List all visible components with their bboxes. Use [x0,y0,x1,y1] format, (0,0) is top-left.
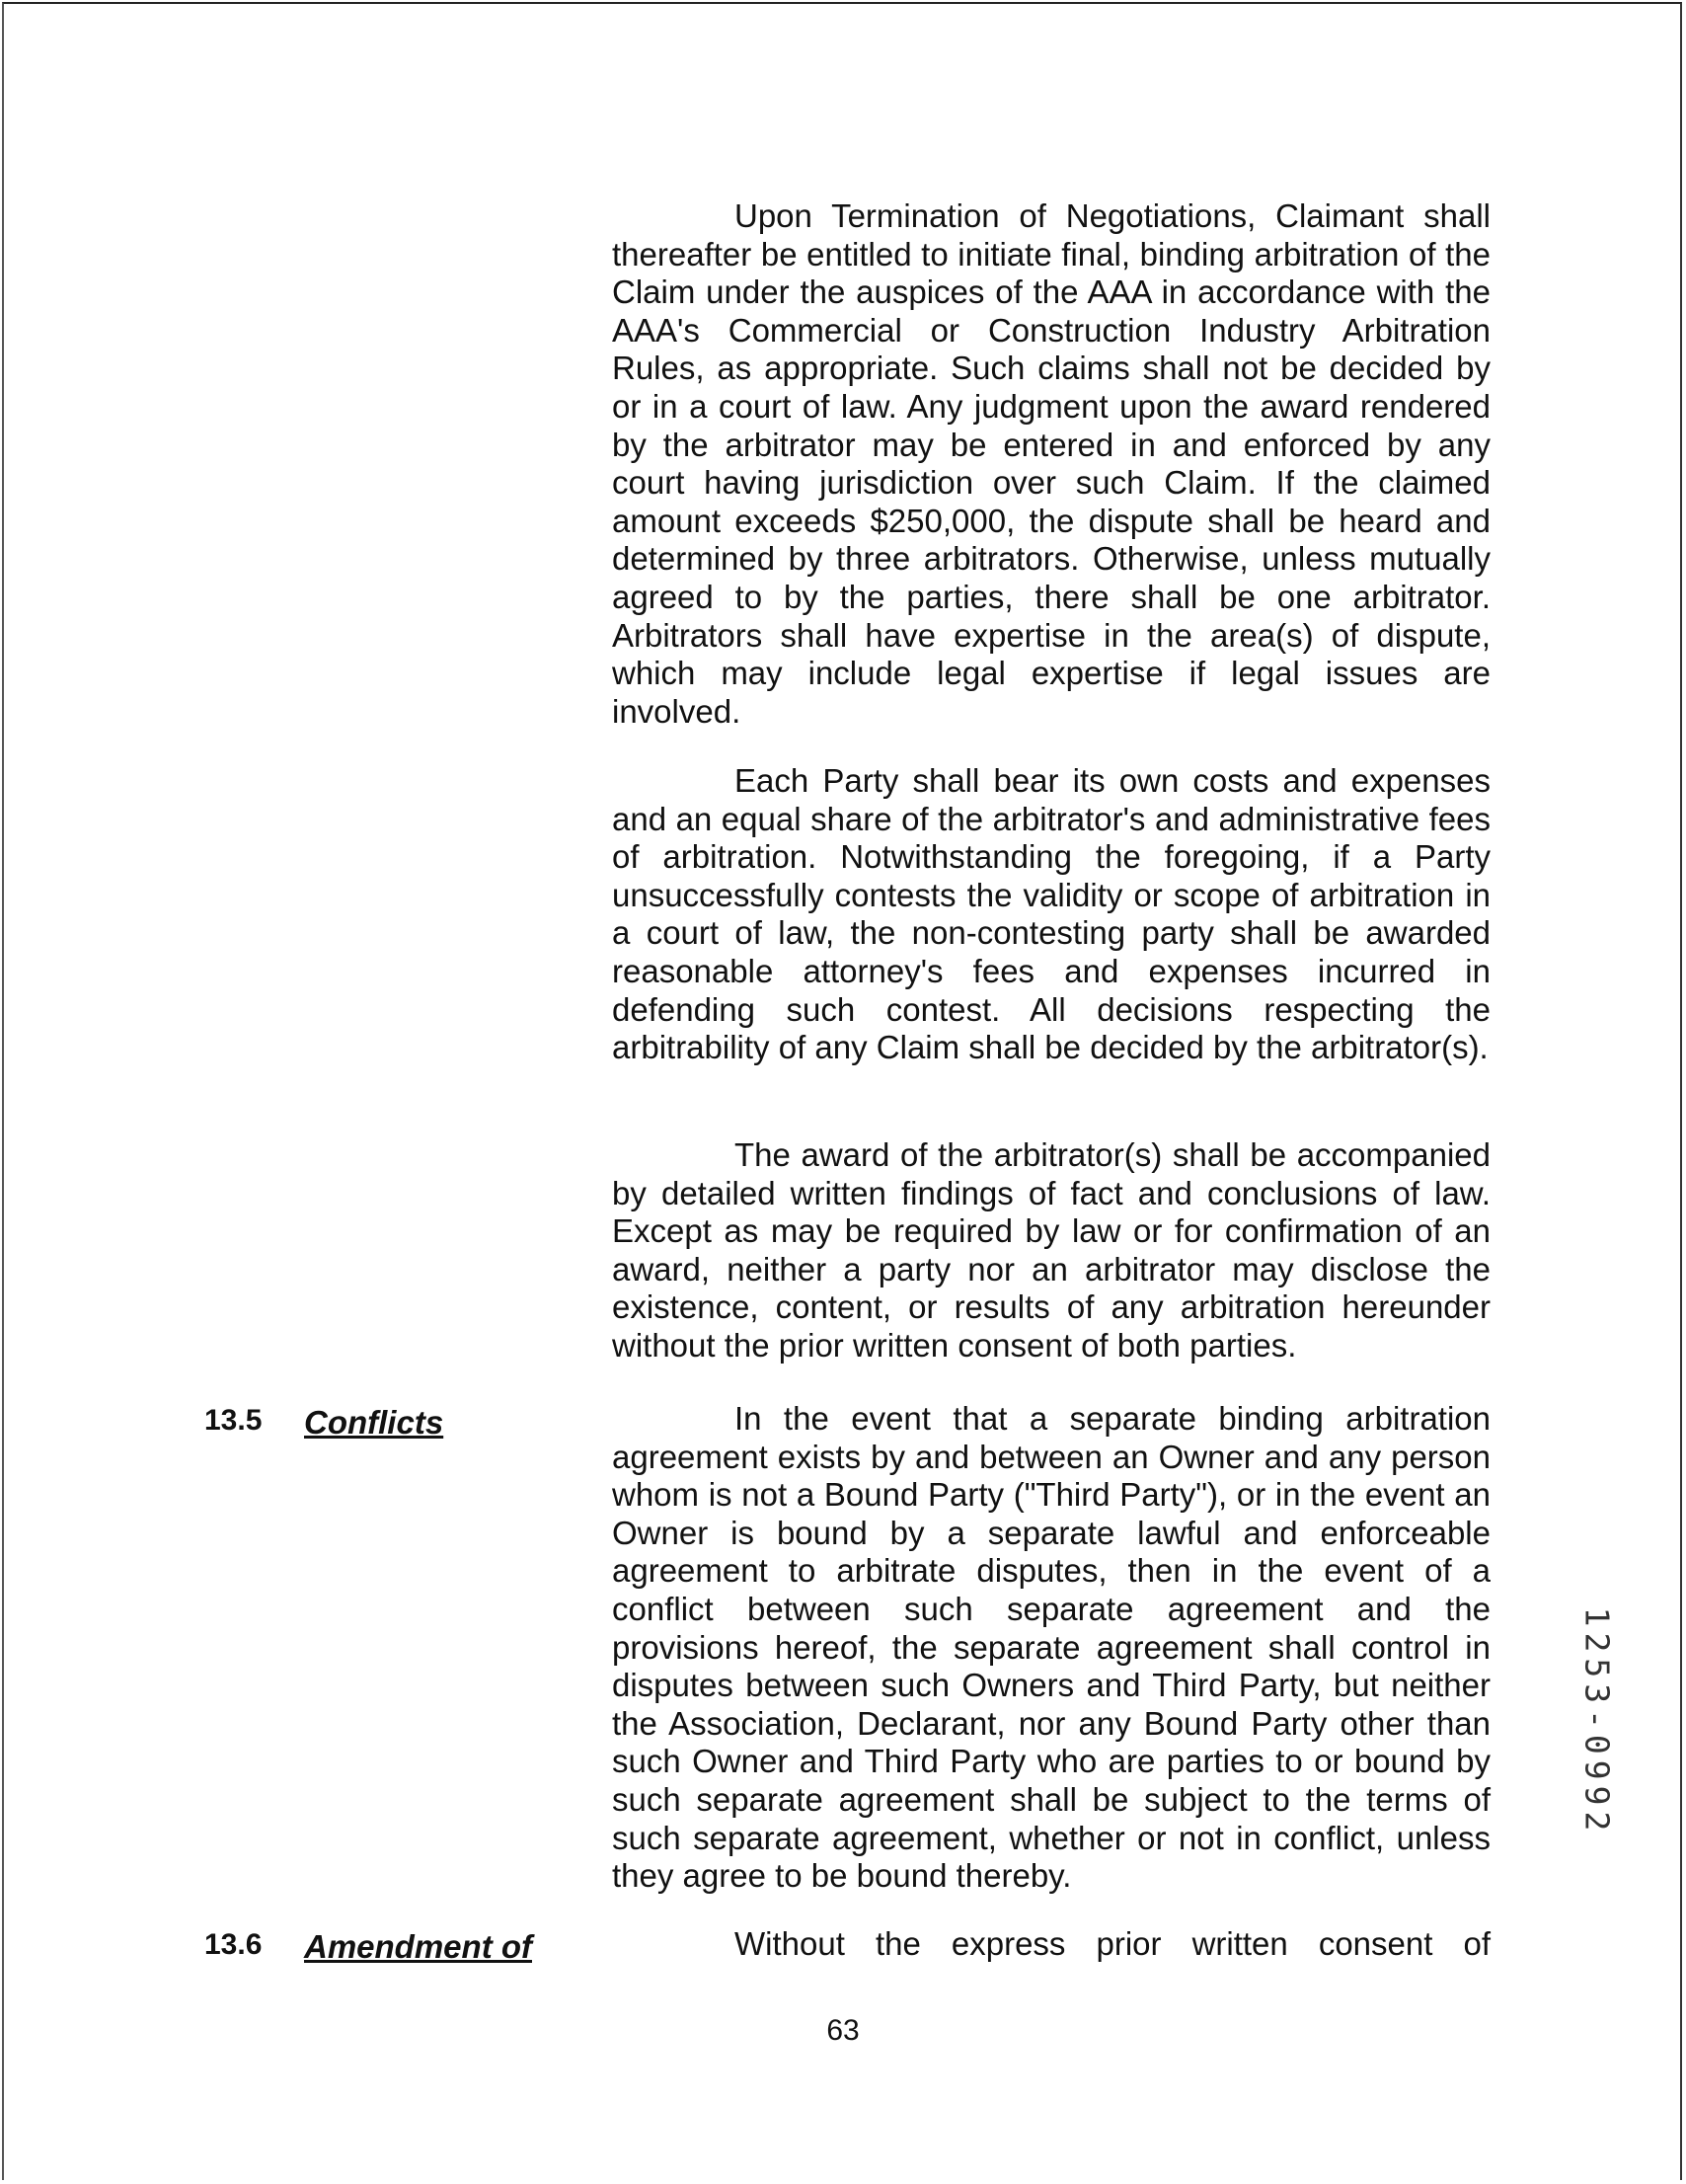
paragraph-award-findings: The award of the arbitrator(s) shall be accompanied by detailed written findings of fact and conclusions of law. Except as may be required by law or for confirmation of an award, neither a party nor an arbitrator may disclose the existence, content, or results of any arbitration hereunder without the prior written consent of both parties. [612,1136,1491,1364]
section-13-5-title: Conflicts [304,1404,444,1441]
section-13-6-number: 13.6 [204,1928,263,1961]
side-stamp [1570,1589,1625,1855]
page-number: 63 [826,2014,860,2047]
paragraph-termination-arbitration: Upon Termination of Negotiations, Claimant shall thereafter be entitled to initiate final, binding arbitration of the Claim under the auspices of the AAA in accordance with the AAA's Commercial or Construction Industry Arbitration Rules, as appropriate. Such claims shall not be decided by or in a court of law. Any judgment upon the award rendered by the arbitrator may be entered in and enforced by any court having jurisdiction over such Claim. If the claimed amount exceeds $250,000, the dispute shall be heard and determined by three arbitrators. Otherwise, unless mutually agreed to by the parties, there shall be one arbitrator. Arbitrators shall have expertise in the area(s) of dispute, which may include legal expertise if legal issues are involved. [612,197,1491,730]
section-13-6-text: Without the express prior written consent of [734,1925,1491,1962]
section-13-5-number: 13.5 [204,1404,263,1437]
side-stamp-text: 1253-0992 [1577,1606,1617,1837]
section-13-5-text: In the event that a separate binding arbitration agreement exists by and between an Owner and any person whom is not a Bound Party ("Third Party"), or in the event an Owner is bound by a separate lawful and enforceable agreement to arbitrate disputes, then in the event of a conflict between such separate agreement and the provisions hereof, the separate agreement shall control in disputes between such Owners and Third Party, but neither the Association, Declarant, nor any Bound Party other than such Owner and Third Party who are parties to or bound by such separate agreement shall be subject to the terms of such separate agreement, whether or not in conflict, unless they agree to be bound thereby. [612,1400,1491,1895]
paragraph-costs-expenses: Each Party shall bear its own costs and expenses and an equal share of the arbitrator's and administrative fees of arbitration. Notwithstanding the foregoing, if a Party unsuccessfully contests the validity or scope of arbitration in a court of law, the non-contesting party shall be awarded reasonable attorney's fees and expenses incurred in defending such contest. All decisions respecting the arbitrability of any Claim shall be decided by the arbitrator(s). [612,762,1491,1066]
section-13-6-title: Amendment of [304,1928,532,1965]
